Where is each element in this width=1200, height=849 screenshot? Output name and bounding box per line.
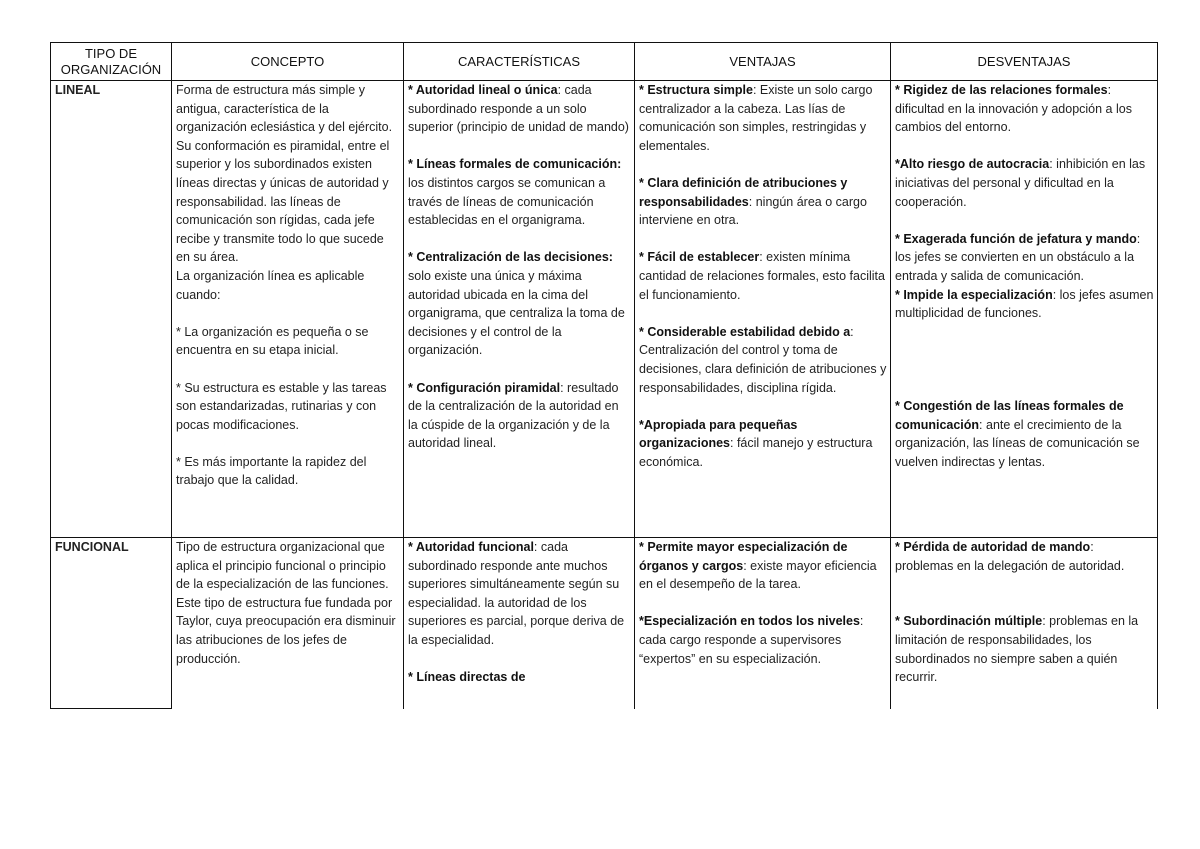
paragraph-lead: * Configuración piramidal [408, 380, 561, 395]
organization-types-table [50, 42, 1158, 709]
paragraph-text: : dificultad en la innovación y adopción a los cambios del entorno. [895, 83, 1132, 135]
paragraph-lead: * Líneas formales de comunicación: [408, 157, 622, 172]
paragraph-lead: * Subordinación múltiple [895, 614, 1043, 629]
cell-paragraph [408, 155, 631, 229]
cell-paragraph [408, 81, 631, 137]
paragraph-lead: * Líneas directas de [408, 670, 526, 685]
paragraph-lead: * Estructura simple [639, 83, 753, 97]
header-caracteristicas: CARACTERÍSTICAS [404, 43, 635, 81]
cell-paragraph [176, 453, 400, 490]
paragraph-text: * La organización es pequeña o se encuentra en su etapa inicial. [176, 324, 369, 358]
paragraph-text: : inhibición en las iniciativas del personal y dificultad en la cooperación. [895, 157, 1146, 209]
paragraph-text: * Es más importante la rapidez del trabajo que la calidad. [176, 454, 367, 488]
concepto-cell-lineal [172, 81, 404, 538]
paragraph-lead: * Impide la especialización [895, 287, 1053, 302]
paragraph-lead: *Alto riesgo de autocracia [895, 157, 1050, 172]
cell-paragraph [408, 248, 631, 360]
cell-paragraph [895, 81, 1154, 137]
paragraph-lead: * Autoridad lineal o única [408, 83, 558, 97]
cell-paragraph [895, 397, 1154, 471]
paragraph-text: La organización línea es aplicable cuando: [176, 268, 365, 302]
paragraph-text: los distintos cargos se comunican a través de líneas de comunicación establecidas en el organigrama. [408, 175, 606, 228]
paragraph-lead: * Clara definición de atribuciones y responsabilidades [639, 175, 848, 209]
caracteristicas-cell-funcional [404, 538, 635, 709]
paragraph-text: : los jefes se convierten en un obstáculo a la entrada y salida de comunicación. [895, 231, 1141, 283]
paragraph-lead: * Exagerada función de jefatura y mando [895, 231, 1137, 246]
cell-paragraph [639, 416, 887, 472]
paragraph-text: : cada subordinado responde a un solo superior (principio de unidad de mando) [408, 83, 629, 135]
cell-paragraph [176, 267, 400, 304]
concepto-cell-funcional [172, 538, 404, 709]
paragraph-text: : ningún área o cargo interviene en otra. [639, 194, 867, 228]
paragraph-text: : problemas en la limitación de responsabilidades, los subordinados no siempre saben a quién recurrir. [895, 614, 1139, 685]
cell-paragraph [639, 323, 887, 397]
paragraph-lead: * Centralización de las decisiones: [408, 250, 613, 265]
paragraph-text: : fácil manejo y estructura económica. [639, 436, 873, 469]
caracteristicas-cell-lineal [404, 81, 635, 538]
cell-paragraph [639, 612, 887, 668]
paragraph-text: : existen mínima cantidad de relaciones formales, esto facilita el funcionamiento. [639, 250, 885, 302]
paragraph-text: : problemas en la delegación de autoridad. [895, 540, 1125, 573]
paragraph-lead: * Rigidez de las relaciones formales [895, 83, 1108, 97]
cell-paragraph [176, 594, 400, 668]
paragraph-text: Forma de estructura más simple y antigua, característica de la organización eclesiástica y del ejército. Su conformación es piramidal, entre el superior y los subordinados existen líneas directas y únicas de autoridad y responsabilidad. las líneas de comunicación son rígidas, cada jefe recibe y transmite todo lo que sucede en su área. [176, 83, 393, 265]
paragraph-text: Tipo de estructura organizacional que aplica el principio funcional o principio de la especialización de las funciones. [176, 540, 389, 592]
type-cell-funcional: FUNCIONAL [51, 538, 172, 709]
ventajas-cell-lineal [635, 81, 891, 538]
paragraph-text: : resultado de la centralización de la autoridad en la cúspide de la organización y de la autoridad lineal. [408, 380, 619, 451]
cell-paragraph [176, 323, 400, 360]
paragraph-lead: * Permite mayor especialización de órganos y cargos [639, 540, 848, 573]
cell-paragraph [408, 538, 631, 650]
paragraph-text: : Existe un solo cargo centralizador a la cabeza. Las lías de comunicación son simples, restringidas y elementales. [639, 83, 873, 153]
paragraph-text: : existe mayor eficiencia en el desempeño de la tarea. [639, 558, 877, 592]
paragraph-text: : cada cargo responde a supervisores “expertos” en su especialización. [639, 614, 864, 666]
paragraph-lead: * Congestión de las líneas formales de comunicación [895, 399, 1124, 432]
paragraph-lead: *Especialización en todos los niveles [639, 614, 860, 629]
cell-paragraph [639, 174, 887, 230]
paragraph-text: Este tipo de estructura fue fundada por Taylor, cuya preocupación era disminuir las atribuciones de los jefes de producción. [176, 595, 396, 666]
paragraph-text: : ante el crecimiento de la organización, las líneas de comunicación se vuelven indirectas y lentas. [895, 417, 1140, 469]
paragraph-lead: * Fácil de establecer [639, 250, 760, 265]
paragraph-text: : los jefes asumen multiplicidad de funciones. [895, 287, 1154, 321]
cell-paragraph [408, 668, 631, 687]
cell-paragraph [895, 612, 1154, 686]
cell-paragraph [895, 230, 1154, 286]
header-tipo: TIPO DE ORGANIZACIÓN [51, 43, 172, 81]
ventajas-cell-funcional [635, 538, 891, 709]
cell-paragraph [408, 379, 631, 453]
header-desventajas: DESVENTAJAS [891, 43, 1158, 81]
header-concepto: CONCEPTO [172, 43, 404, 81]
table-header-row [51, 43, 1158, 81]
type-cell-lineal: LINEAL [51, 81, 172, 538]
cell-paragraph [895, 155, 1154, 211]
cell-paragraph [639, 81, 887, 155]
cell-paragraph [639, 248, 887, 304]
cell-paragraph [895, 538, 1154, 575]
cell-paragraph [176, 81, 400, 267]
table-row-lineal [51, 81, 1158, 538]
cell-paragraph [895, 286, 1154, 323]
desventajas-cell-lineal [891, 81, 1158, 538]
table-row-funcional [51, 538, 1158, 709]
paragraph-text: solo existe una única y máxima autoridad ubicada en la cima del organigrama, que centraliza la toma de decisiones y el control de la organización. [408, 268, 625, 358]
paragraph-lead: *Apropiada para pequeñas organizaciones [639, 417, 798, 451]
cell-paragraph [176, 379, 400, 435]
header-ventajas: VENTAJAS [635, 43, 891, 81]
cell-paragraph [176, 538, 400, 594]
paragraph-text: : cada subordinado responde ante muchos superiores simultáneamente según su especialidad. la autoridad de los superiores es parcial, porque deriva de la especialidad. [408, 540, 625, 647]
desventajas-cell-funcional [891, 538, 1158, 709]
paragraph-text: : Centralización del control y toma de decisiones, clara definición de atribuciones y responsabilidades, disciplina rígida. [639, 324, 887, 395]
paragraph-lead: * Considerable estabilidad debido a [639, 324, 851, 339]
paragraph-lead: * Pérdida de autoridad de mando [895, 540, 1091, 554]
paragraph-lead: * Autoridad funcional [408, 540, 534, 554]
cell-paragraph [639, 538, 887, 594]
paragraph-text: * Su estructura es estable y las tareas son estandarizadas, rutinarias y con pocas modificaciones. [176, 380, 387, 432]
